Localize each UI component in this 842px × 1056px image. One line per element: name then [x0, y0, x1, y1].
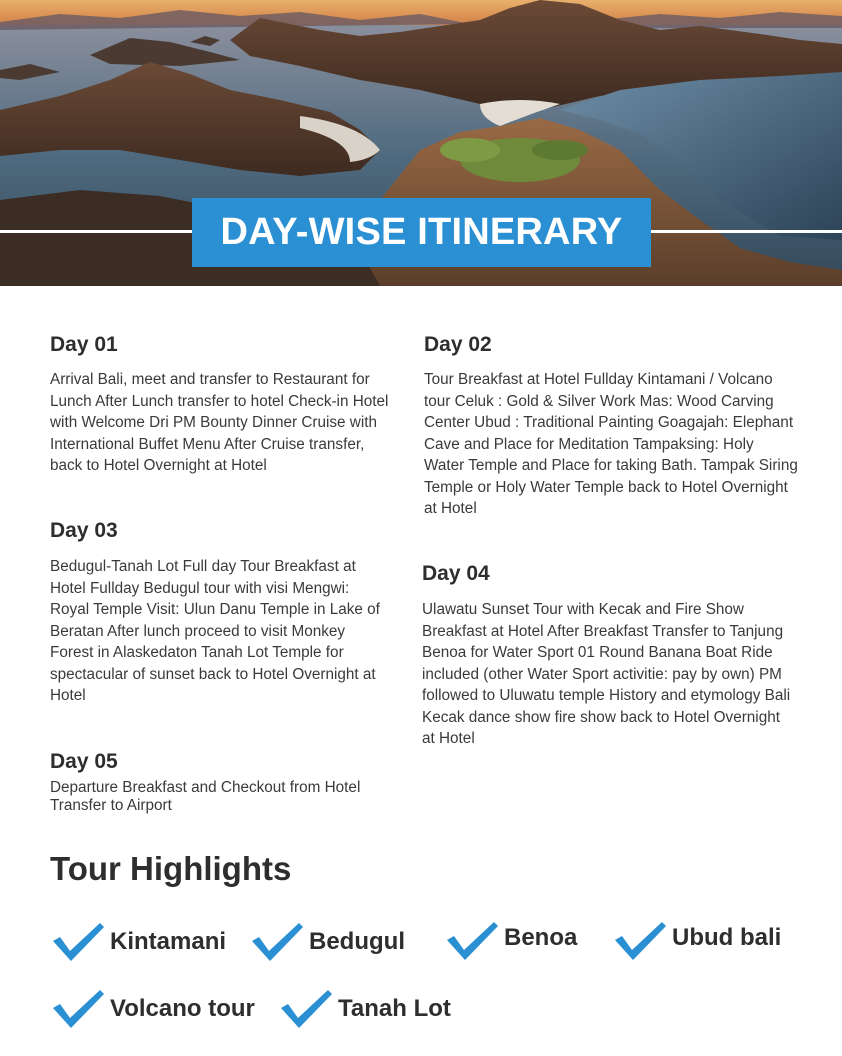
highlight-label: Kintamani	[110, 928, 227, 955]
highlights-title: Tour Highlights	[50, 850, 292, 887]
highlight-label: Benoa	[504, 924, 578, 951]
checkmark-icon	[612, 920, 668, 962]
day-04-title: Day 04	[422, 562, 490, 585]
day-02-title: Day 02	[424, 333, 492, 356]
highlight-label: Bedugul	[309, 928, 405, 955]
highlight-ubud-bali	[612, 920, 781, 962]
highlight-kintamani	[50, 921, 226, 963]
day-03-title: Day 03	[50, 519, 118, 542]
day-03-text: Bedugul-Tanah Lot Full day Tour Breakfast at Hotel Fullday Bedugul tour with visi Mengwi: Royal Temple Visit: Ulun Danu Temple in Lake of Beratan After lunch proceed to visit Monkey Forest in Alaskedaton Tanah Lot Temple for spectacular of sunset back to Hotel Overnight at Hotel	[50, 558, 380, 704]
checkmark-icon	[249, 921, 305, 963]
highlight-benoa	[444, 920, 577, 962]
checkmark-icon	[444, 920, 500, 962]
highlight-bedugul	[249, 921, 405, 963]
highlight-volcano-tour	[50, 988, 255, 1030]
day-05-title: Day 05	[50, 750, 118, 773]
day-02-text: Tour Breakfast at Hotel Fullday Kintamani / Volcano tour Celuk : Gold & Silver Work Mas: Wood Carving Center Ubud : Traditional Painting Goagajah: Elephant Cave and Place for Meditation Tampaksing: Holy Water Temple and Place for taking Bath. Tampak Siring Temple or Holy Water Temple back to Hotel Overnight at Hotel	[424, 371, 798, 517]
day-04-text: Ulawatu Sunset Tour with Kecak and Fire Show Breakfast at Hotel After Breakfast Transfer to Tanjung Benoa for Water Sport 01 Round Banana Boat Ride included (other Water Sport activitie: pay by own) PM followed to Uluwatu temple History and etymology Bali Kecak dance show fire show back to Hotel Overnight at Hotel	[422, 601, 791, 747]
checkmark-icon	[278, 988, 334, 1030]
day-01-title: Day 01	[50, 333, 118, 356]
banner-title: DAY-WISE ITINERARY	[220, 211, 623, 253]
day-01-text: Arrival Bali, meet and transfer to Restaurant for Lunch After Lunch transfer to hotel Check-in Hotel with Welcome Dri PM Bounty Dinner Cruise with International Buffet Menu After Cruise transfer, back to Hotel Overnight at Hotel	[50, 371, 389, 474]
hero-image	[0, 0, 842, 286]
highlight-label: Tanah Lot	[338, 995, 451, 1022]
checkmark-icon	[50, 921, 106, 963]
itinerary-banner	[192, 198, 651, 267]
checkmark-icon	[50, 988, 106, 1030]
day-05-text: Departure Breakfast and Checkout from Hotel Transfer to Airport	[50, 779, 361, 814]
highlight-label: Ubud bali	[672, 924, 782, 951]
highlight-tanah-lot	[278, 988, 451, 1030]
highlight-label: Volcano tour	[110, 995, 255, 1022]
